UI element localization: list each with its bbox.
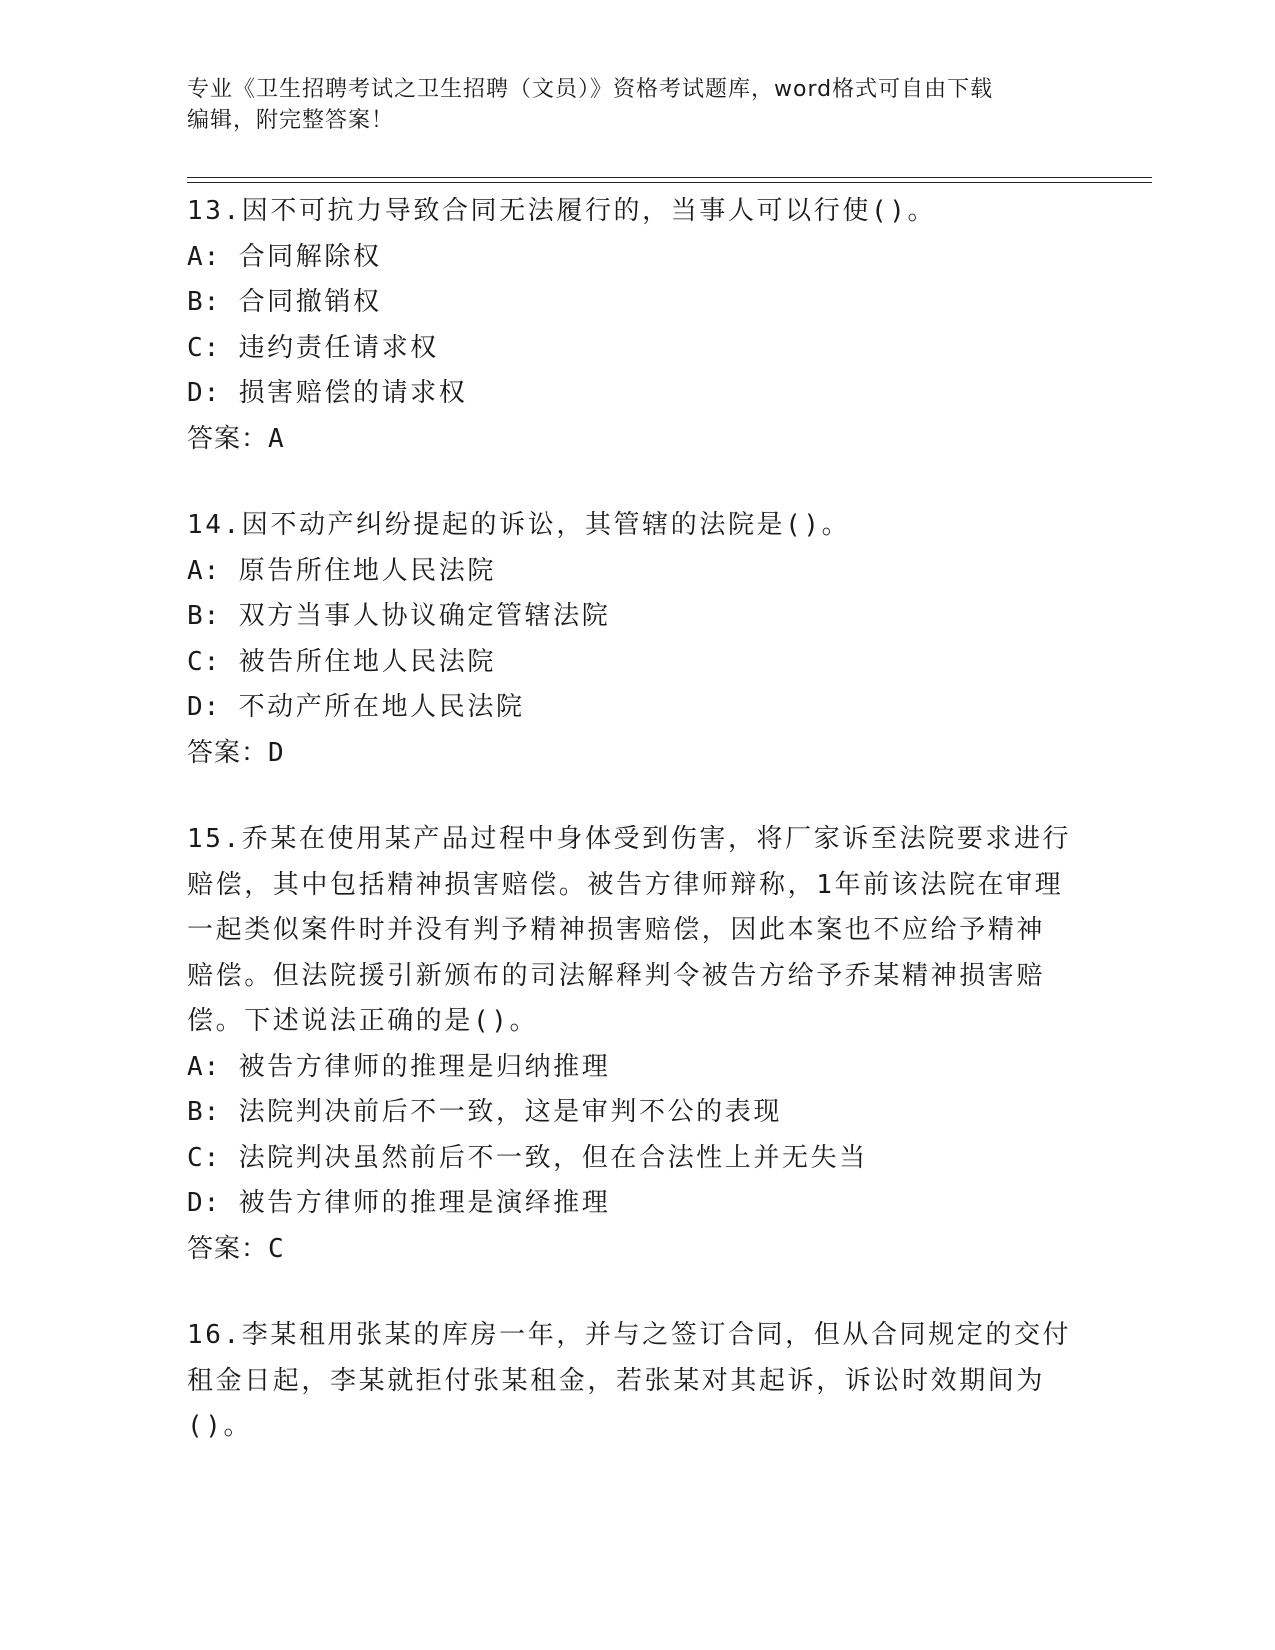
option-text: 被告方律师的推理是归纳推理: [238, 1051, 611, 1082]
question-text: [187, 817, 1087, 1045]
option-key: D:: [187, 1188, 221, 1218]
option-key: C:: [187, 646, 221, 677]
option-text: 损害赔偿的请求权: [238, 378, 468, 408]
option-key: B:: [187, 1097, 221, 1127]
header-line-2: 编辑，附完整答案！: [187, 108, 395, 133]
option-text: 原告所住地人民法院: [238, 555, 496, 586]
question-text: [187, 189, 1087, 235]
answer-line: [187, 417, 1087, 463]
question-text: [187, 503, 1087, 549]
answer-label: 答案：: [187, 737, 269, 768]
option-key: C:: [187, 332, 221, 363]
answer-value: C: [268, 1233, 285, 1264]
option-text: 法院判决虽然前后不一致，但在合法性上并无失当: [238, 1142, 868, 1173]
question-line: 赔偿，其中包括精神损害赔偿。被告方律师辩称，1年前该法院在审理: [187, 869, 1064, 900]
option-d: [187, 1181, 1087, 1227]
question-line: ()。: [187, 1411, 253, 1441]
option-text: 合同撤销权: [238, 287, 382, 317]
question-line: 租金日起，李某就拒付张某租金，若张某对其起诉，诉讼时效期间为: [187, 1365, 1046, 1396]
option-text: 双方当事人协议确定管辖法院: [238, 601, 611, 631]
answer-line: [187, 731, 1087, 777]
option-text: 被告方律师的推理是演绎推理: [238, 1188, 611, 1218]
option-a: [187, 549, 1087, 595]
header-rule-top: [187, 177, 1152, 178]
option-b: [187, 1090, 1087, 1136]
option-text: 不动产所在地人民法院: [238, 692, 525, 722]
option-a: [187, 1045, 1087, 1091]
question-line: 一起类似案件时并没有判予精神损害赔偿，因此本案也不应给予精神: [187, 915, 1046, 945]
option-key: A:: [187, 555, 221, 586]
question-text: [187, 1313, 1087, 1450]
option-c: [187, 326, 1087, 372]
option-c: [187, 640, 1087, 686]
option-text: 法院判决前后不一致，这是审判不公的表现: [238, 1097, 782, 1127]
option-key: A:: [187, 241, 221, 272]
header-line-1: 专业《卫生招聘考试之卫生招聘（文员）》资格考试题库，word格式可自由下载: [187, 77, 994, 102]
question-line: 15.乔某在使用某产品过程中身体受到伤害，将厂家诉至法院要求进行: [187, 824, 1072, 854]
option-a: [187, 235, 1087, 281]
question-16: [187, 1313, 1087, 1450]
question-list: [187, 189, 1087, 1491]
header-rule-bottom: [187, 182, 1152, 183]
option-text: 被告所住地人民法院: [238, 646, 496, 677]
question-line: 赔偿。但法院援引新颁布的司法解释判令被告方给予乔某精神损害赔: [187, 960, 1046, 991]
question-line: 16.李某租用张某的库房一年，并与之签订合同，但从合同规定的交付: [187, 1320, 1072, 1350]
document-header: [187, 74, 1087, 136]
answer-label: 答案：: [187, 1233, 269, 1264]
option-b: [187, 280, 1087, 326]
question-line: 14.因不动产纠纷提起的诉讼，其管辖的法院是()。: [187, 510, 851, 540]
option-key: B:: [187, 287, 221, 317]
option-d: [187, 371, 1087, 417]
question-line: 13.因不可抗力导致合同无法履行的，当事人可以行使()。: [187, 196, 937, 226]
answer-line: [187, 1227, 1087, 1273]
option-b: [187, 594, 1087, 640]
option-c: [187, 1136, 1087, 1182]
question-line: 偿。下述说法正确的是()。: [187, 1006, 539, 1036]
option-text: 合同解除权: [238, 241, 382, 272]
answer-value: D: [268, 737, 285, 768]
option-key: C:: [187, 1142, 221, 1173]
question-14: [187, 503, 1087, 776]
option-key: A:: [187, 1051, 221, 1082]
question-13: [187, 189, 1087, 462]
question-15: [187, 817, 1087, 1272]
answer-label: 答案：: [187, 423, 269, 454]
option-d: [187, 685, 1087, 731]
option-text: 违约责任请求权: [238, 332, 439, 363]
option-key: D:: [187, 692, 221, 722]
answer-value: A: [268, 423, 285, 454]
option-key: B:: [187, 601, 221, 631]
option-key: D:: [187, 378, 221, 408]
